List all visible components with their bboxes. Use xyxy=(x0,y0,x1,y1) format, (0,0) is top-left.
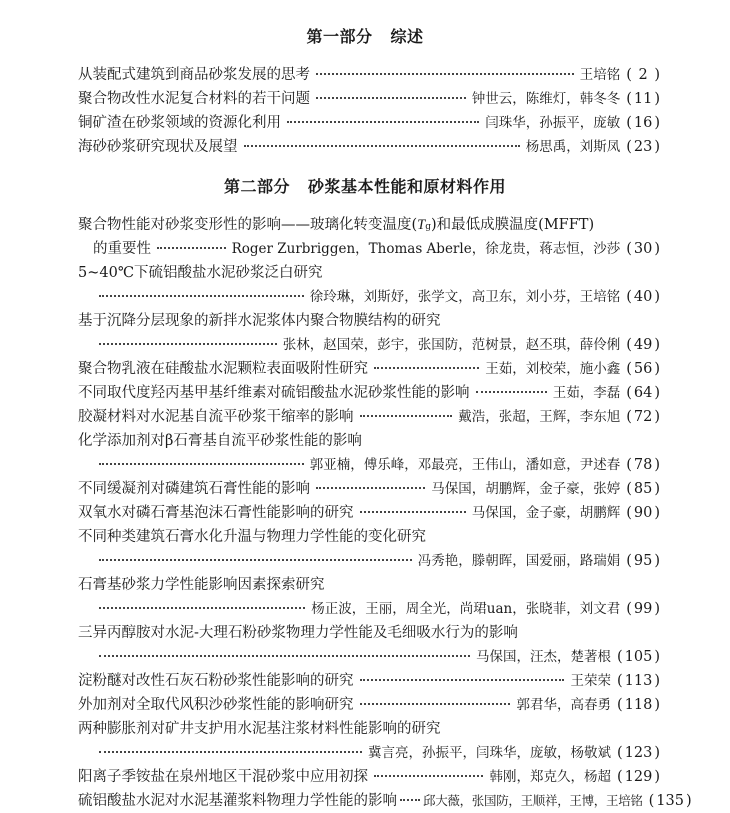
entry-line xyxy=(78,573,660,597)
toc-entry[interactable] xyxy=(78,135,660,159)
toc-entry[interactable] xyxy=(78,573,660,621)
entry-title: 聚合物改性水泥复合材料的若干问题 xyxy=(78,91,310,107)
entry-page: ( 72 ) xyxy=(626,405,660,429)
entry-authors: 马保国，胡鹏辉，金子豪，张婷 xyxy=(431,481,621,497)
entry-page: ( 129 ) xyxy=(617,765,660,789)
entry-line xyxy=(78,111,660,135)
entry-page: ( 40 ) xyxy=(626,285,660,309)
entry-page: ( 11 ) xyxy=(626,87,660,111)
entry-title: 双氧水对磷石膏基泡沫石膏性能影响的研究 xyxy=(78,505,354,521)
entry-authors: 闫珠华，孙振平，庞敏 xyxy=(485,115,621,131)
dot-leader xyxy=(99,463,304,465)
toc-entry[interactable] xyxy=(78,669,660,693)
entry-line xyxy=(78,429,660,453)
entry-authors: 马保国，汪杰，楚著根 xyxy=(475,649,611,665)
entry-line xyxy=(78,309,660,333)
entry-line xyxy=(78,135,660,159)
dot-leader xyxy=(476,391,547,393)
entry-line xyxy=(78,285,660,309)
part-2-name: 砂浆基本性能和原材料作用 xyxy=(308,177,507,196)
entry-title: 淀粉醚对改性石灰石粉砂浆性能影响的研究 xyxy=(78,673,354,689)
toc-entry[interactable] xyxy=(78,309,660,357)
entry-line xyxy=(78,453,660,477)
entry-line xyxy=(78,597,660,621)
entry-title-part: )和最低成膜温度(MFFT) xyxy=(431,217,595,233)
dot-leader xyxy=(99,655,470,657)
dot-leader xyxy=(374,775,483,777)
toc-entry[interactable] xyxy=(78,213,660,261)
toc-entry[interactable] xyxy=(78,765,660,789)
dot-leader xyxy=(400,799,420,801)
entry-page: ( 99 ) xyxy=(626,597,660,621)
entry-page: ( 56 ) xyxy=(626,357,660,381)
entry-line xyxy=(78,63,660,87)
entry-title: 聚合物乳液在硅酸盐水泥颗粒表面吸附性研究 xyxy=(78,361,368,377)
entry-line xyxy=(78,261,660,285)
part-2-title xyxy=(0,174,730,197)
toc-entry[interactable] xyxy=(78,501,660,525)
dot-leader xyxy=(316,73,574,75)
toc-entry[interactable] xyxy=(78,261,660,309)
entry-title-cont: 的重要性 xyxy=(93,241,151,257)
entry-line xyxy=(78,549,660,573)
part-1-title xyxy=(0,24,730,47)
entry-authors: 王培铭 xyxy=(579,67,621,83)
entry-title: 基于沉降分层现象的新拌水泥浆体内聚合物膜结构的研究 xyxy=(78,313,441,329)
dot-leader xyxy=(374,367,479,369)
entry-title-part: 聚合物性能对砂浆变形性的影响——玻璃化转变温度( xyxy=(78,217,418,233)
dot-leader xyxy=(316,97,466,99)
entry-page: ( 2 ) xyxy=(626,63,660,87)
entry-page: ( 123 ) xyxy=(617,741,660,765)
entry-title: 铜矿渣在砂浆领域的资源化利用 xyxy=(78,115,281,131)
entry-page: ( 118 ) xyxy=(617,693,660,717)
entry-authors: Roger Zurbriggen，Thomas Aberle，徐龙贵，蒋志恒，沙莎 xyxy=(231,241,621,257)
entry-authors: 冯秀艳，滕朝晖，国爱丽，路瑞娟 xyxy=(417,553,621,569)
entry-line xyxy=(78,765,660,789)
dot-leader xyxy=(244,145,520,147)
entry-page: ( 64 ) xyxy=(626,381,660,405)
entry-line xyxy=(78,213,660,237)
dot-leader xyxy=(360,511,466,513)
entry-authors: 徐玲琳，刘斯妤，张学文，高卫东，刘小芬，王培铭 xyxy=(309,289,621,305)
dot-leader xyxy=(99,607,305,609)
dot-leader xyxy=(316,487,425,489)
entry-line xyxy=(78,621,660,645)
entry-line xyxy=(78,501,660,525)
entry-line xyxy=(78,87,660,111)
entry-page: ( 30 ) xyxy=(626,237,660,261)
part-2-number: 第二部分 xyxy=(223,177,290,196)
entry-authors: 郭亚楠，傅乐峰，邓最亮，王伟山，潘如意，尹述春 xyxy=(309,457,621,473)
entry-title: 三异丙醇胺对水泥-大理石粉砂浆物理力学性能及毛细吸水行为的影响 xyxy=(78,625,518,641)
entry-page: ( 135 ) xyxy=(649,789,692,813)
dot-leader xyxy=(99,751,362,753)
toc-entry[interactable] xyxy=(78,87,660,111)
entry-page: ( 16 ) xyxy=(626,111,660,135)
entry-authors: 张林，赵国荣，彭宇，张国防，范树景，赵丕琪，薛伶俐 xyxy=(282,337,621,353)
entry-page: ( 85 ) xyxy=(626,477,660,501)
entry-title: 从装配式建筑到商品砂浆发展的思考 xyxy=(78,67,310,83)
entry-line xyxy=(78,669,660,693)
entry-title: 两种膨胀剂对矿井支护用水泥基注浆材料性能影响的研究 xyxy=(78,721,441,737)
entry-title: 海砂砂浆研究现状及展望 xyxy=(78,139,238,155)
entry-title: 不同种类建筑石膏水化升温与物理力学性能的变化研究 xyxy=(78,529,426,545)
entry-page: ( 113 ) xyxy=(617,669,660,693)
entry-authors: 王荣荣 xyxy=(570,673,611,689)
dot-leader xyxy=(99,295,304,297)
entry-title: 石膏基砂浆力学性能影响因素探索研究 xyxy=(78,577,325,593)
toc-entry[interactable] xyxy=(78,63,660,87)
entry-title: 硫铝酸盐水泥对水泥基灌浆料物理力学性能的影响 xyxy=(78,793,397,809)
entry-authors: 王茹，李磊 xyxy=(552,385,621,401)
toc-entry[interactable] xyxy=(78,405,660,429)
dot-leader xyxy=(157,247,226,249)
entry-authors: 王茹，刘校荣，施小鑫 xyxy=(485,361,621,377)
entry-page: ( 78 ) xyxy=(626,453,660,477)
entry-line xyxy=(78,405,660,429)
entry-line xyxy=(78,693,660,717)
part-2-toc xyxy=(78,213,684,813)
toc-entry[interactable] xyxy=(78,621,660,669)
toc-entry[interactable] xyxy=(78,789,684,813)
entry-line xyxy=(78,741,660,765)
entry-line xyxy=(78,789,684,813)
entry-page: ( 105 ) xyxy=(617,645,660,669)
entry-page: ( 23 ) xyxy=(626,135,660,159)
entry-line xyxy=(78,357,660,381)
dot-leader xyxy=(99,559,412,561)
entry-title: 不同缓凝剂对磷建筑石膏性能的影响 xyxy=(78,481,310,497)
entry-title: 阳离子季铵盐在泉州地区干混砂浆中应用初探 xyxy=(78,769,368,785)
toc-entry[interactable] xyxy=(78,525,660,573)
entry-title: 胶凝材料对水泥基自流平砂浆干缩率的影响 xyxy=(78,409,354,425)
entry-line xyxy=(78,333,660,357)
variable-symbol: T xyxy=(417,217,426,233)
entry-authors: 戴浩，张超，王辉，李东旭 xyxy=(458,409,621,425)
entry-title: 不同取代度羟丙基甲基纤维素对硫铝酸盐水泥砂浆性能的影响 xyxy=(78,385,470,401)
entry-title: 外加剂对全取代风积沙砂浆性能的影响研究 xyxy=(78,697,354,713)
entry-title: 化学添加剂对β石膏基自流平砂浆性能的影响 xyxy=(78,433,362,449)
entry-authors: 冀言亮，孙振平，闫珠华，庞敏，杨敬斌 xyxy=(367,745,611,761)
entry-authors: 杨思禹，刘斯凤 xyxy=(525,139,621,155)
toc-entry[interactable] xyxy=(78,111,660,135)
entry-title: 5~40℃下硫铝酸盐水泥砂浆泛白研究 xyxy=(78,265,323,281)
entry-page: ( 49 ) xyxy=(626,333,660,357)
dot-leader xyxy=(287,121,479,123)
toc-entry[interactable] xyxy=(78,381,660,405)
entry-authors: 邱大薇，张国防，王顺祥，王博，王培铭 xyxy=(423,793,643,808)
part-1-toc xyxy=(78,63,660,159)
entry-authors: 马保国，金子豪，胡鹏辉 xyxy=(471,505,621,521)
entry-authors: 郭君华，高春勇 xyxy=(516,697,611,713)
entry-line xyxy=(78,477,660,501)
entry-line xyxy=(78,381,660,405)
dot-leader xyxy=(360,415,453,417)
entry-authors: 钟世云，陈维灯，韩冬冬 xyxy=(471,91,621,107)
entry-line xyxy=(78,237,660,261)
entry-page: ( 90 ) xyxy=(626,501,660,525)
entry-authors: 杨正波，王丽，周全光，尚珺uan，张晓菲，刘文君 xyxy=(311,601,621,617)
toc-entry[interactable] xyxy=(78,357,660,381)
toc-entry[interactable] xyxy=(78,693,660,717)
entry-page: ( 95 ) xyxy=(626,549,660,573)
toc-entry[interactable] xyxy=(78,717,660,765)
toc-entry[interactable] xyxy=(78,429,660,477)
entry-line xyxy=(78,717,660,741)
toc-entry[interactable] xyxy=(78,477,660,501)
entry-line xyxy=(78,525,660,549)
dot-leader xyxy=(360,703,511,705)
part-1-number: 第一部分 xyxy=(306,27,373,46)
entry-authors: 韩刚，郑克久，杨超 xyxy=(489,769,611,785)
entry-line xyxy=(78,645,660,669)
dot-leader xyxy=(360,679,565,681)
part-1-name: 综述 xyxy=(390,27,424,46)
dot-leader xyxy=(99,343,277,345)
variable-subscript: g xyxy=(425,222,431,232)
